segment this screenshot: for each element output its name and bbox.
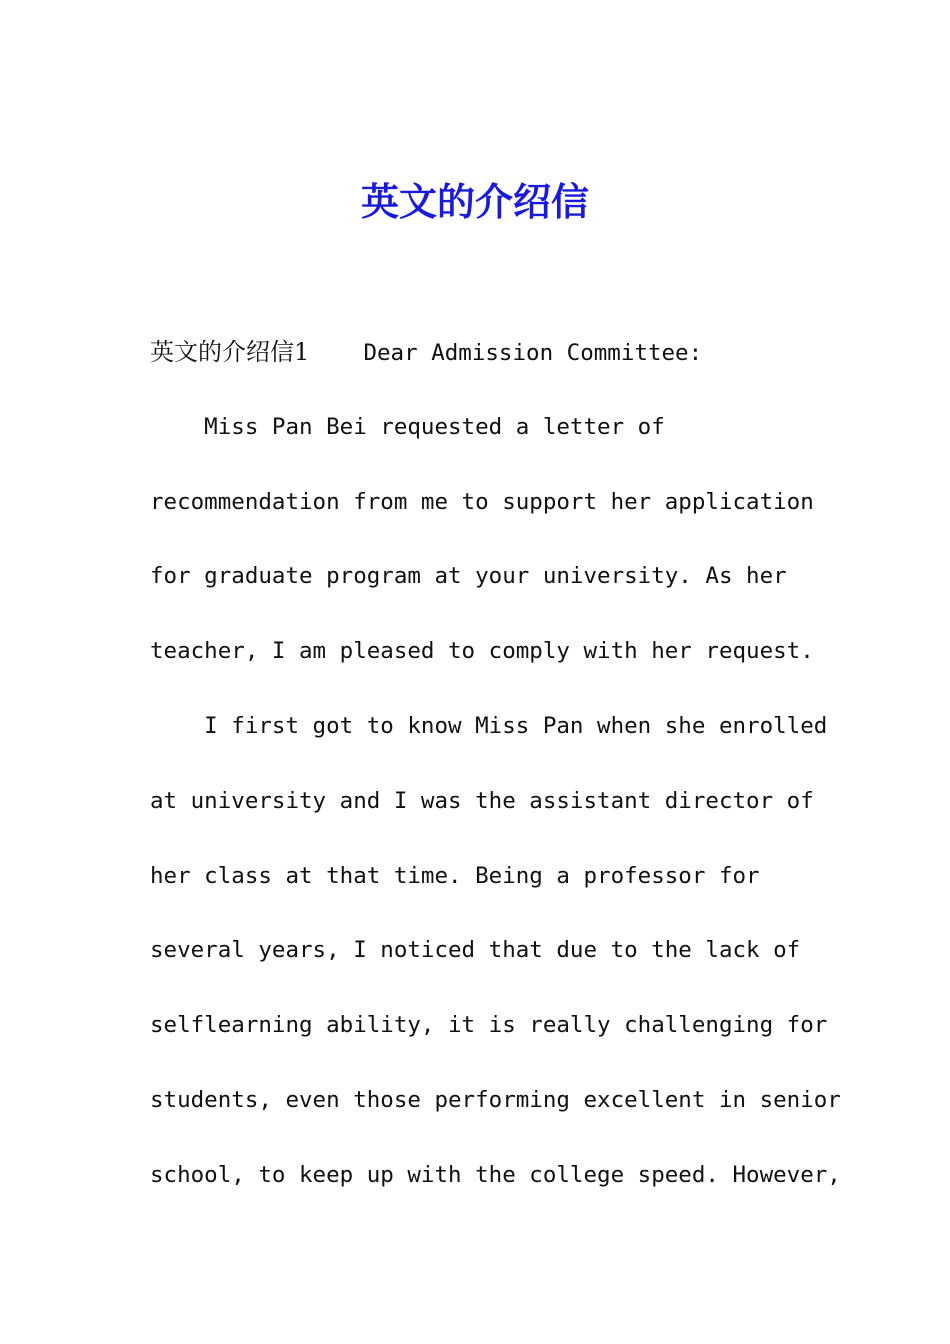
salutation: Dear Admission Committee:	[363, 340, 703, 366]
text-line: I first got to know Miss Pan when she enrolled	[150, 712, 828, 739]
text-line: recommendation from me to support her application	[150, 488, 814, 515]
text-line: her class at that time. Being a professor for	[150, 862, 760, 889]
text-line: several years, I noticed that due to the lack of	[150, 937, 801, 964]
letter-body	[150, 332, 841, 1230]
section-heading: 英文的介绍信1	[150, 338, 310, 366]
text-line: students, even those performing excellent in senior	[150, 1086, 841, 1113]
text-line: at university and I was the assistant director of	[150, 787, 814, 814]
text-line: for graduate program at your university. As her	[150, 563, 787, 590]
text-line: selflearning ability, it is really challenging for	[150, 1012, 828, 1039]
text-line: school, to keep up with the college speed. However,	[150, 1161, 841, 1188]
text-line: teacher, I am pleased to comply with her request.	[150, 638, 814, 665]
document-title: 英文的介绍信	[360, 179, 589, 224]
heading-line	[150, 332, 830, 407]
text-line: Miss Pan Bei requested a letter of	[150, 413, 665, 440]
